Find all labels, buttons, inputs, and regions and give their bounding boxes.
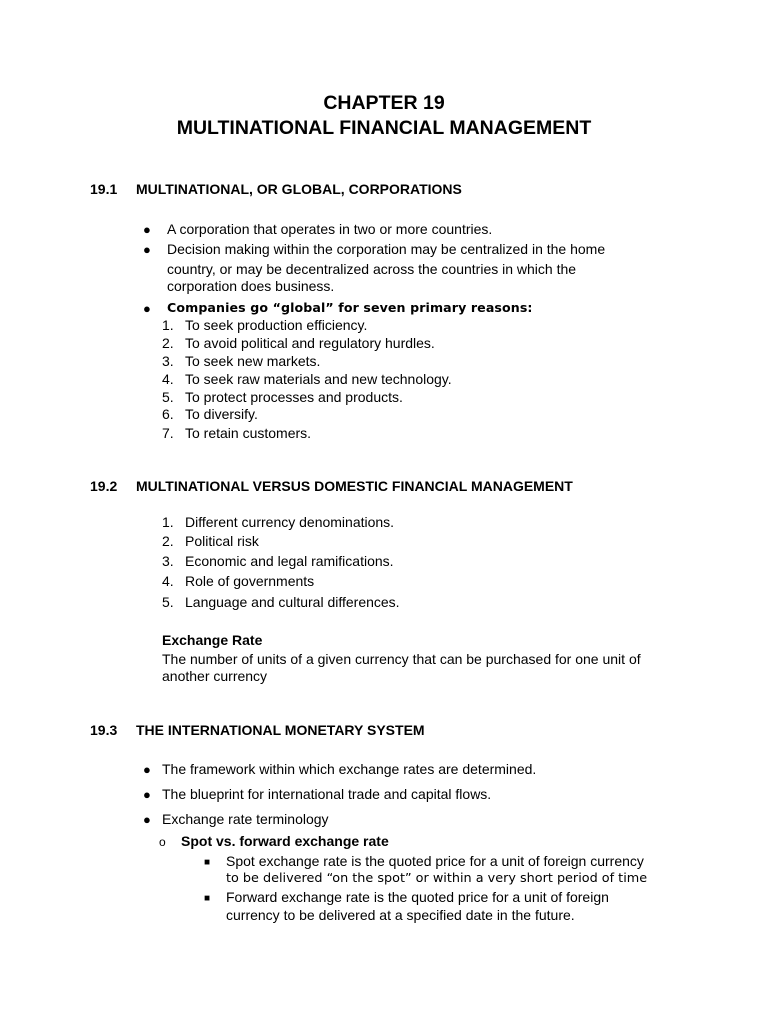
reason-item: To seek raw materials and new technology. xyxy=(185,371,452,387)
section-1-bullet-3: Companies go “global” for seven primary reasons: xyxy=(167,300,533,315)
square-bullet-icon: ■ xyxy=(204,893,211,904)
spot-rate-line-2: to be delivered “on the spot” or within a very short period of time xyxy=(226,871,648,886)
difference-item: Language and cultural differences. xyxy=(185,594,400,610)
difference-number: 2. xyxy=(162,533,174,549)
section-2-number: 19.2 xyxy=(90,478,118,494)
reason-item: To retain customers. xyxy=(185,425,312,441)
reason-item: To diversify. xyxy=(185,406,258,422)
bullet-dot-icon: ● xyxy=(143,762,151,777)
definition-term: Exchange Rate xyxy=(162,632,263,648)
reason-number: 1. xyxy=(162,317,174,333)
section-3-bullet-3: Exchange rate terminology xyxy=(162,811,329,827)
bullet-dot-icon: ● xyxy=(143,222,151,237)
section-3-bullet-2: The blueprint for international trade and capital flows. xyxy=(162,786,492,802)
forward-rate-line-2: currency to be delivered at a specified date in the future. xyxy=(226,907,575,923)
section-2-title: MULTINATIONAL VERSUS DOMESTIC FINANCIAL MANAGEMENT xyxy=(136,478,573,494)
reason-number: 5. xyxy=(162,389,174,405)
bullet-dot-icon: ● xyxy=(143,787,151,802)
section-3-number: 19.3 xyxy=(90,722,118,738)
definition-line-2: another currency xyxy=(162,668,268,684)
bullet-dot-icon: ● xyxy=(143,242,151,257)
square-bullet-icon: ■ xyxy=(204,857,211,868)
section-1-bullet-2-line-2: country, or may be decentralized across the countries in which the xyxy=(167,261,577,277)
chapter-title: MULTINATIONAL FINANCIAL MANAGEMENT xyxy=(176,117,592,139)
reason-number: 2. xyxy=(162,335,174,351)
difference-number: 1. xyxy=(162,514,174,530)
section-1-title: MULTINATIONAL, OR GLOBAL, CORPORATIONS xyxy=(136,181,462,197)
forward-rate-line-1: Forward exchange rate is the quoted price for a unit of foreign xyxy=(226,889,609,905)
difference-number: 3. xyxy=(162,553,174,569)
section-1-bullet-1: A corporation that operates in two or more countries. xyxy=(167,221,493,237)
reason-number: 3. xyxy=(162,353,174,369)
section-1-number: 19.1 xyxy=(90,181,118,197)
reason-item: To seek production efficiency. xyxy=(185,317,368,333)
reason-number: 7. xyxy=(162,425,174,441)
chapter-number: CHAPTER 19 xyxy=(323,92,445,114)
difference-number: 4. xyxy=(162,573,174,589)
section-1-bullet-2-line-3: corporation does business. xyxy=(167,278,335,294)
section-3-title: THE INTERNATIONAL MONETARY SYSTEM xyxy=(136,722,425,738)
reason-number: 4. xyxy=(162,371,174,387)
reason-item: To avoid political and regulatory hurdles. xyxy=(185,335,435,351)
bullet-dot-icon: ● xyxy=(143,812,151,827)
reason-number: 6. xyxy=(162,406,174,422)
difference-item: Role of governments xyxy=(185,573,315,589)
bullet-dot-icon: ● xyxy=(143,301,151,316)
reason-item: To seek new markets. xyxy=(185,353,321,369)
difference-number: 5. xyxy=(162,594,174,610)
difference-item: Different currency denominations. xyxy=(185,514,395,530)
reason-item: To protect processes and products. xyxy=(185,389,403,405)
sub-heading: Spot vs. forward exchange rate xyxy=(181,833,389,849)
section-3-bullet-1: The framework within which exchange rates are determined. xyxy=(162,761,537,777)
sub-bullet-marker: o xyxy=(159,835,166,849)
difference-item: Political risk xyxy=(185,533,259,549)
difference-item: Economic and legal ramifications. xyxy=(185,553,394,569)
section-1-bullet-2-line-1: Decision making within the corporation may be centralized in the home xyxy=(167,241,606,257)
definition-line-1: The number of units of a given currency that can be purchased for one unit of xyxy=(162,651,641,667)
spot-rate-line-1: Spot exchange rate is the quoted price for a unit of foreign currency xyxy=(226,853,644,869)
